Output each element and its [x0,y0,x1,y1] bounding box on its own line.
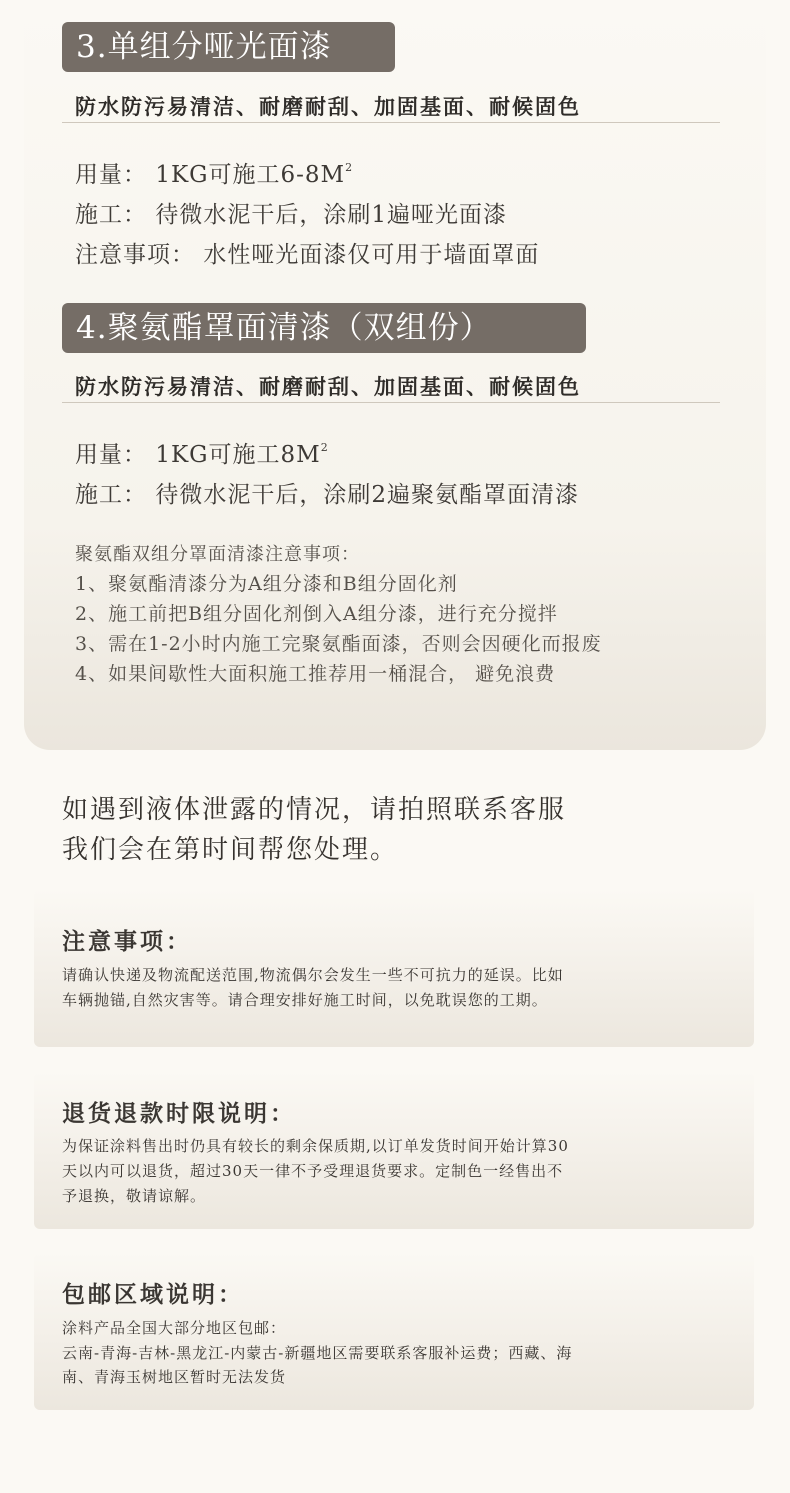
caution-value: 水性哑光面漆仅可用于墙面罩面 [203,242,540,268]
refund-policy-title: 退货退款时限说明： [62,1100,296,1127]
apply-label: 施工： [75,202,147,228]
refund-policy-line: 为保证涂料售出时仍具有较长的剩余保质期,以订单发货时间开始计算30 [62,1137,569,1155]
section3-features: 防水防污易清洁、耐磨耐刮、加固基面、耐候固色 [75,94,581,119]
section4-note-item: 1、聚氨酯清漆分为A组分漆和B组分固化剂 [75,573,458,595]
usage-superscript: 2 [345,161,354,174]
section3-apply [75,196,507,229]
usage-value: 1KG可施工6-8M [155,162,346,188]
shipping-area-line: 涂料产品全国大部分地区包邮： [62,1319,287,1337]
section4-note-item: 2、施工前把B组分固化剂倒入A组分漆，进行充分搅拌 [75,603,558,625]
usage-superscript: 2 [320,441,329,454]
section4-note-item: 4、如果间歇性大面积施工推荐用一桶混合， 避免浪费 [75,663,556,685]
section4-title-tag: 4.聚氨酯罩面清漆（双组份） [62,303,586,353]
usage-label: 用量： [75,442,147,468]
refund-policy-line: 予退换，敬请谅解。 [62,1187,207,1205]
refund-policy-line: 天以内可以退货，超过30天一律不予受理退货要求。定制色一经售出不 [62,1162,564,1180]
notice-card-line: 车辆抛锚,自然灾害等。请合理安排好施工时间，以免耽误您的工期。 [62,991,548,1009]
section4-features: 防水防污易清洁、耐磨耐刮、加固基面、耐候固色 [75,374,581,399]
section3-caution [75,236,539,269]
apply-value: 待微水泥干后，涂刷1遍哑光面漆 [155,202,507,228]
apply-label: 施工： [75,482,147,508]
section4-apply [75,476,579,509]
apply-value: 待微水泥干后，涂刷2遍聚氨酯罩面清漆 [155,482,579,508]
section3-divider [62,122,720,123]
shipping-area-line: 南、青海玉树地区暂时无法发货 [62,1368,287,1386]
notice-card-line: 请确认快递及物流配送范围,物流偶尔会发生一些不可抗力的延误。比如 [62,966,564,984]
usage-label: 用量： [75,162,147,188]
section4-note-item: 3、需在1-2小时内施工完聚氨酯面漆，否则会因硬化而报废 [75,633,602,655]
leak-notice-line: 如遇到液体泄露的情况，请拍照联系客服 [62,795,567,825]
section4-notes-heading: 聚氨酯双组分罩面清漆注意事项： [75,544,360,565]
leak-notice-line: 我们会在第时间帮您处理。 [62,835,399,865]
section3-title-tag: 3.单组分哑光面漆 [62,22,395,72]
section3-usage [75,156,353,189]
usage-value: 1KG可施工8M [155,442,321,468]
section4-usage [75,436,329,469]
shipping-area-line: 云南-青海-吉林-黑龙江-内蒙古-新疆地区需要联系客服补运费；西藏、海 [62,1344,573,1362]
notice-card-title: 注意事项： [62,928,192,955]
section4-divider [62,402,720,403]
shipping-area-title: 包邮区域说明： [62,1281,244,1308]
caution-label: 注意事项： [75,242,195,268]
